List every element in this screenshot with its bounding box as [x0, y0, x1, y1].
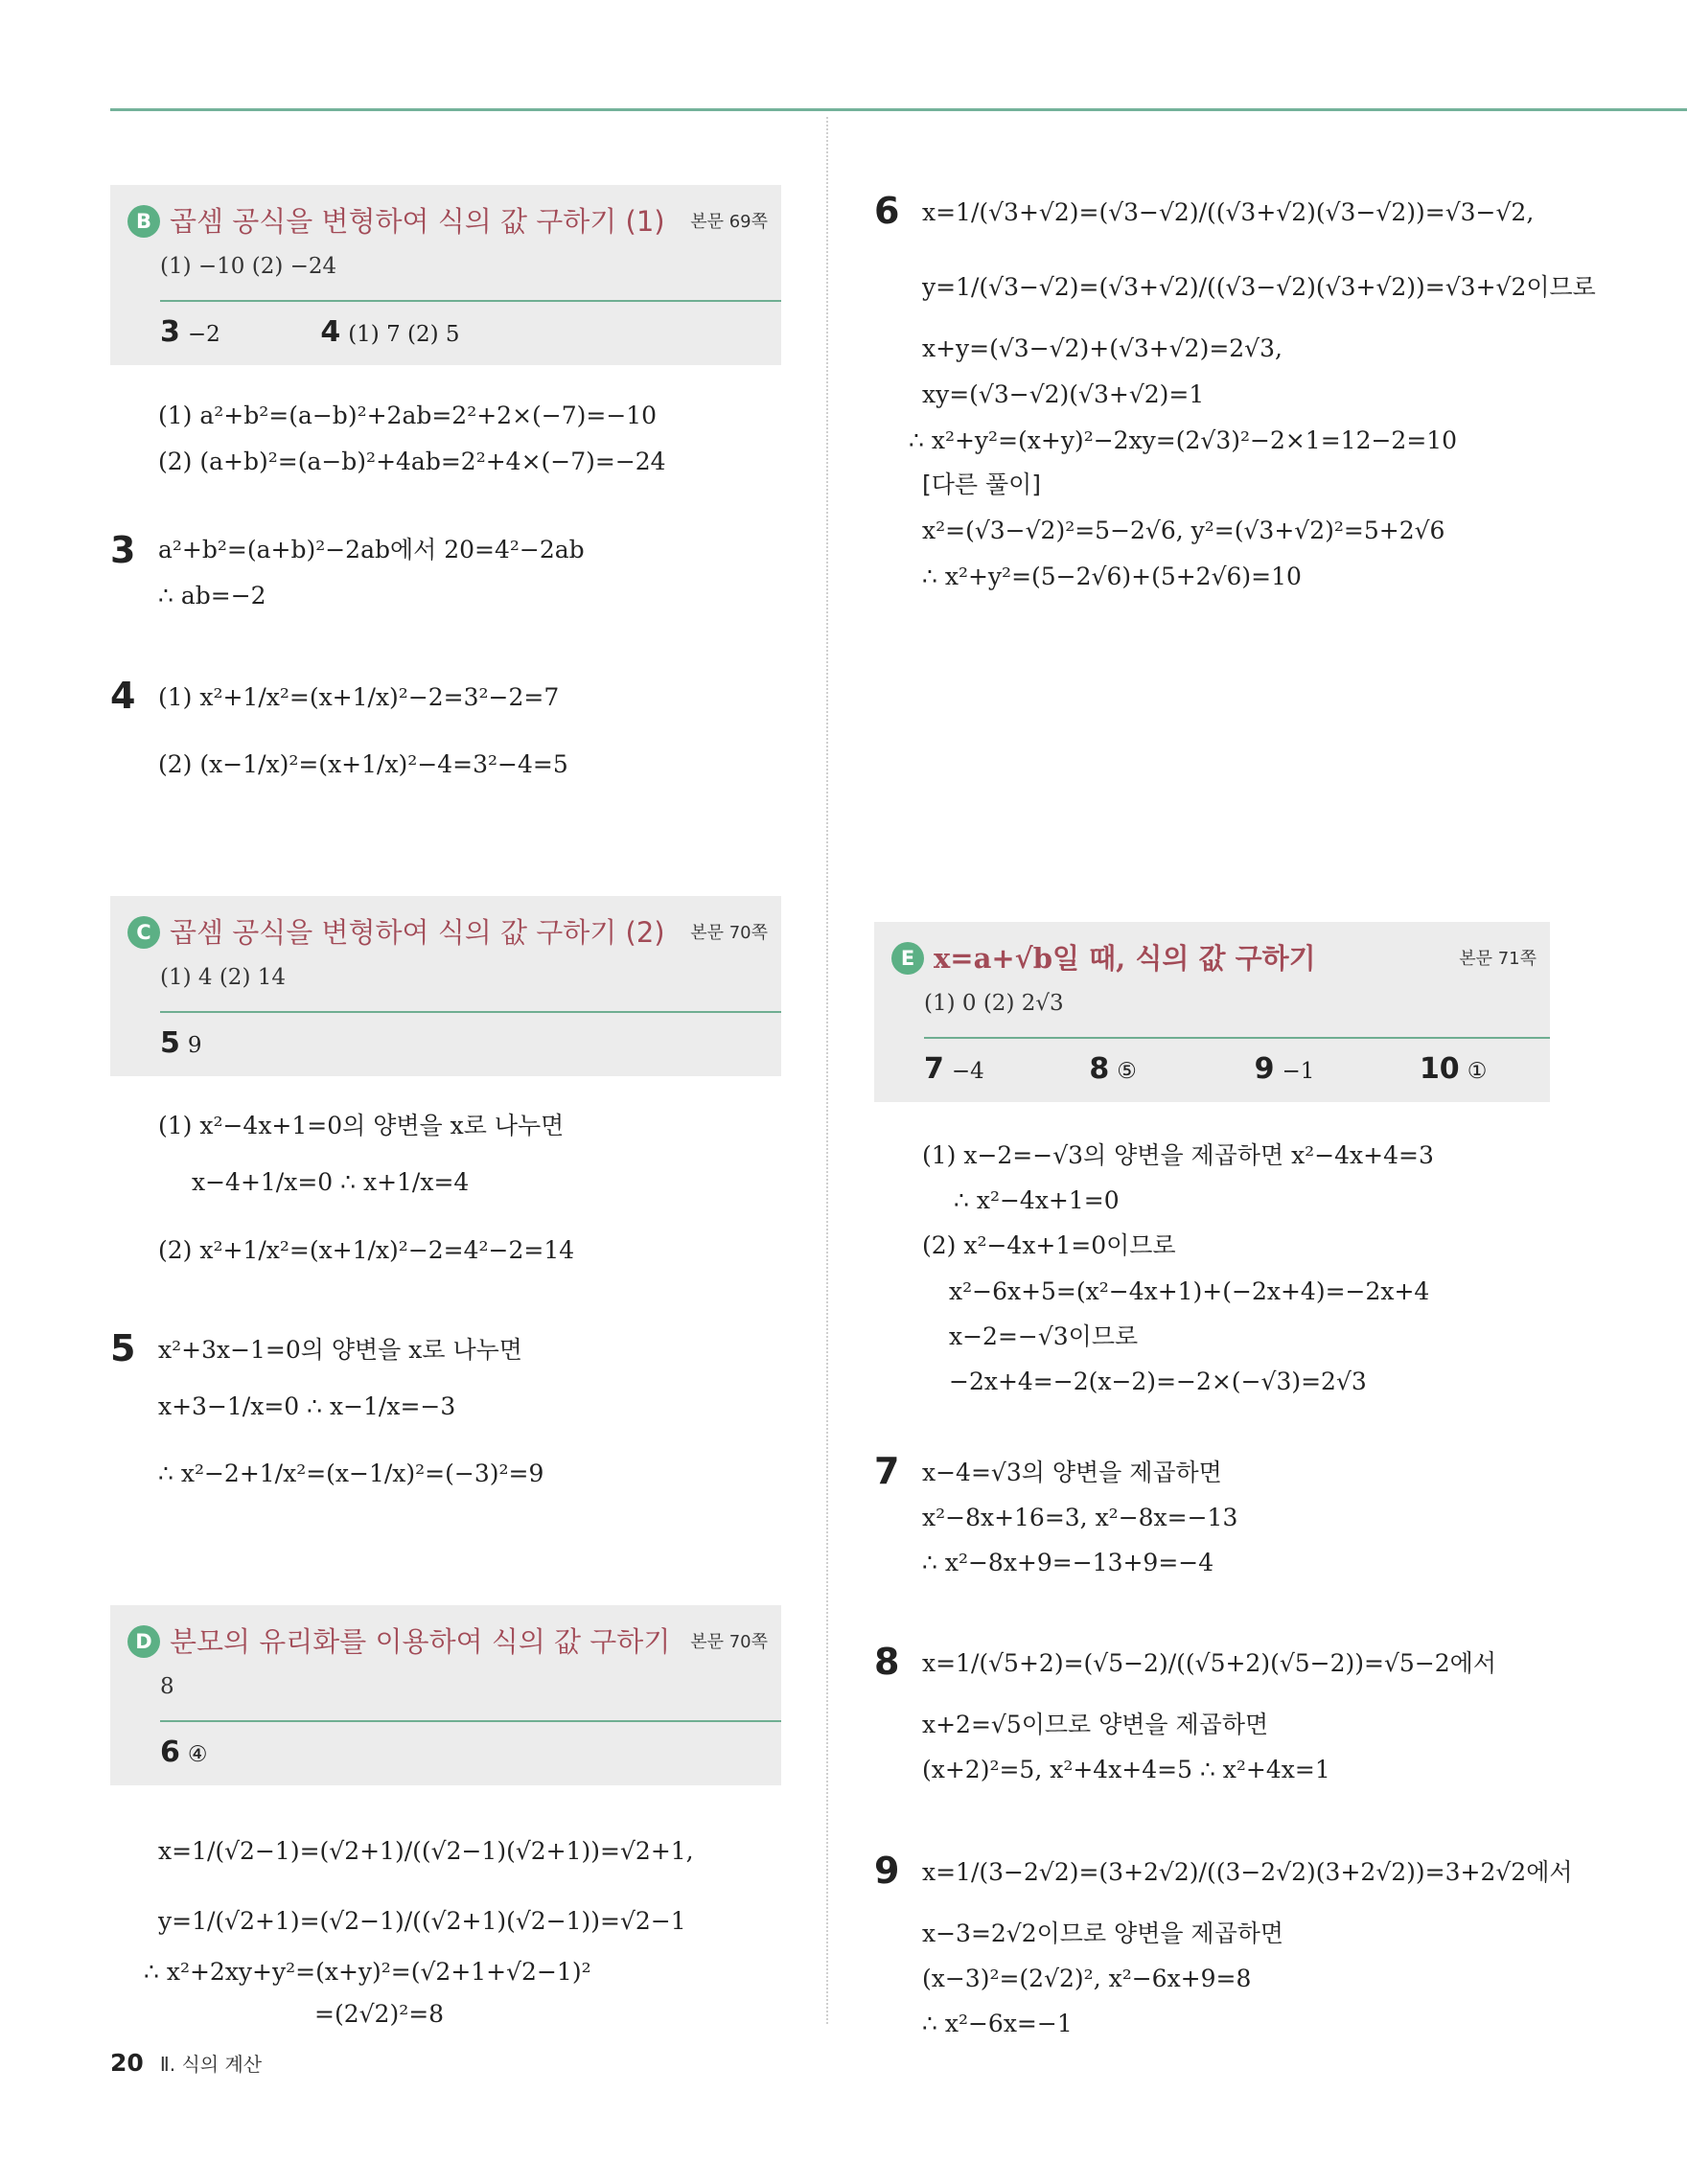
section-title: 곱셈 공식을 변형하여 식의 값 구하기 (2): [170, 916, 665, 949]
solution-number: 8: [874, 1641, 900, 1683]
solution-line: (1) x²−4x+1=0의 양변을 x로 나누면: [158, 1112, 565, 1139]
section-header: [891, 939, 1537, 977]
solution-line: ∴ x²−4x+1=0: [954, 1186, 1120, 1214]
section-title: x=a+√b일 때, 식의 값 구하기: [934, 942, 1316, 975]
section-badge-icon: B: [127, 205, 160, 238]
answer-item: 3 −2: [160, 315, 220, 349]
answer-rule: [924, 1037, 1550, 1039]
solution-line: x=1/(√5+2)=(√5−2)/((√5+2)(√5−2))=√5−2에서: [922, 1649, 1496, 1677]
solution-line: y=1/(√2+1)=(√2−1)/((√2+1)(√2−1))=√2−1: [158, 1907, 686, 1935]
answer-rule: [160, 300, 781, 302]
solution-line: ∴ x²−8x+9=−13+9=−4: [922, 1549, 1214, 1576]
section-header: [127, 202, 768, 241]
answer-item: 7 −4: [924, 1052, 984, 1086]
solution-line: x−4+1/x=0 ∴ x+1/x=4: [192, 1168, 470, 1196]
answer-item: 4 (1) 7 (2) 5: [320, 315, 460, 349]
section-box-d: [110, 1605, 781, 1785]
solution-line: ∴ x²+y²=(x+y)²−2xy=(2√3)²−2×1=12−2=10: [909, 426, 1458, 454]
page-reference: 본문 71쪽: [1459, 949, 1537, 969]
answer-line: (1) 0 (2) 2√3: [924, 991, 1064, 1016]
top-rule: [110, 108, 1687, 111]
answer-item: 6 ④: [160, 1736, 208, 1769]
page-reference: 본문 70쪽: [690, 923, 768, 943]
page-footer: [110, 2049, 262, 2077]
section-title: 분모의 유리화를 이용하여 식의 값 구하기: [170, 1625, 671, 1658]
answer-rule: [160, 1011, 781, 1013]
solution-line: xy=(√3−√2)(√3+√2)=1: [922, 380, 1205, 408]
solution-line: ∴ x²+y²=(5−2√6)+(5+2√6)=10: [922, 563, 1302, 590]
solution-line: (1) x²+1/x²=(x+1/x)²−2=3²−2=7: [158, 683, 560, 711]
solution-number: 4: [110, 675, 136, 717]
solution-line: x+y=(√3−√2)+(√3+√2)=2√3,: [922, 334, 1283, 362]
solution-line: x=1/(√3+√2)=(√3−√2)/((√3+√2)(√3−√2))=√3−√2,: [922, 198, 1535, 226]
section-badge-icon: E: [891, 942, 924, 975]
solution-line: ∴ ab=−2: [158, 582, 266, 609]
solution-line: −2x+4=−2(x−2)=−2×(−√3)=2√3: [949, 1368, 1367, 1395]
solution-line: x²−6x+5=(x²−4x+1)+(−2x+4)=−2x+4: [949, 1277, 1430, 1305]
solution-line: x²−8x+16=3, x²−8x=−13: [922, 1504, 1238, 1531]
page-number: 20: [110, 2049, 144, 2077]
solution-number: 5: [110, 1327, 136, 1369]
solution-line: x²=(√3−√2)²=5−2√6, y²=(√3+√2)²=5+2√6: [922, 517, 1445, 544]
solution-line: (x−3)²=(2√2)², x²−6x+9=8: [922, 1965, 1252, 1992]
solution-line: ∴ x²+2xy+y²=(x+y)²=(√2+1+√2−1)²: [144, 1958, 591, 1986]
page-reference: 본문 69쪽: [690, 212, 768, 232]
section-box-b: [110, 185, 781, 365]
section-header: [127, 913, 768, 952]
solution-line: x+2=√5이므로 양변을 제곱하면: [922, 1711, 1269, 1738]
solution-line: a²+b²=(a+b)²−2ab에서 20=4²−2ab: [158, 536, 585, 563]
solution-number: 7: [874, 1450, 900, 1492]
solution-line: (2) (x−1/x)²=(x+1/x)²−4=3²−4=5: [158, 750, 568, 778]
solution-number: 6: [874, 190, 900, 232]
answer-line: (1) −10 (2) −24: [160, 254, 337, 279]
solution-line: y=1/(√3−√2)=(√3+√2)/((√3−√2)(√3+√2))=√3+√2이므로: [922, 273, 1596, 301]
solution-line: [다른 풀이]: [922, 471, 1042, 498]
answer-item: 5 9: [160, 1026, 202, 1060]
answer-items: [924, 1052, 1550, 1086]
solution-line: ∴ x²−6x=−1: [922, 2010, 1073, 2037]
solution-line: (x+2)²=5, x²+4x+4=5 ∴ x²+4x=1: [922, 1756, 1330, 1783]
solution-line: x−2=−√3이므로: [949, 1322, 1139, 1350]
answer-line: 8: [160, 1674, 174, 1699]
answer-rule: [160, 1720, 781, 1722]
answer-items: [160, 315, 781, 349]
solution-line: x=1/(3−2√2)=(3+2√2)/((3−2√2)(3+2√2))=3+2√2에서: [922, 1858, 1573, 1886]
section-name: Ⅱ. 식의 계산: [159, 2053, 263, 2076]
solution-line: (2) x²−4x+1=0이므로: [922, 1231, 1176, 1259]
section-title: 곱셈 공식을 변형하여 식의 값 구하기 (1): [170, 205, 665, 238]
solution-number: 3: [110, 529, 136, 571]
solution-line: (1) a²+b²=(a−b)²+2ab=2²+2×(−7)=−10: [158, 402, 658, 429]
answer-items: [160, 1026, 781, 1060]
solution-line: (2) (a+b)²=(a−b)²+4ab=2²+4×(−7)=−24: [158, 448, 666, 475]
section-box-c: [110, 896, 781, 1076]
answer-item: 9 −1: [1254, 1052, 1315, 1086]
solution-line: (1) x−2=−√3의 양변을 제곱하면 x²−4x+4=3: [922, 1141, 1434, 1169]
answer-line: (1) 4 (2) 14: [160, 965, 286, 990]
solution-line: x−3=2√2이므로 양변을 제곱하면: [922, 1920, 1284, 1947]
section-badge-icon: D: [127, 1625, 160, 1658]
solution-line: ∴ x²−2+1/x²=(x−1/x)²=(−3)²=9: [158, 1460, 544, 1487]
solution-line: x=1/(√2−1)=(√2+1)/((√2−1)(√2+1))=√2+1,: [158, 1837, 694, 1865]
solution-line: (2) x²+1/x²=(x+1/x)²−2=4²−2=14: [158, 1236, 575, 1264]
section-badge-icon: C: [127, 916, 160, 949]
solution-line: x²+3x−1=0의 양변을 x로 나누면: [158, 1336, 522, 1364]
page-reference: 본문 70쪽: [690, 1632, 768, 1652]
solution-line: =(2√2)²=8: [314, 2000, 445, 2028]
answer-items: [160, 1736, 781, 1769]
solution-number: 9: [874, 1850, 900, 1892]
solution-line: x−4=√3의 양변을 제곱하면: [922, 1459, 1222, 1486]
answer-item: 10 ①: [1419, 1052, 1488, 1086]
answer-item: 8 ⑤: [1089, 1052, 1137, 1086]
section-header: [127, 1622, 768, 1661]
column-divider: [826, 117, 828, 2024]
section-box-e: [874, 922, 1550, 1102]
solution-line: x+3−1/x=0 ∴ x−1/x=−3: [158, 1392, 456, 1420]
